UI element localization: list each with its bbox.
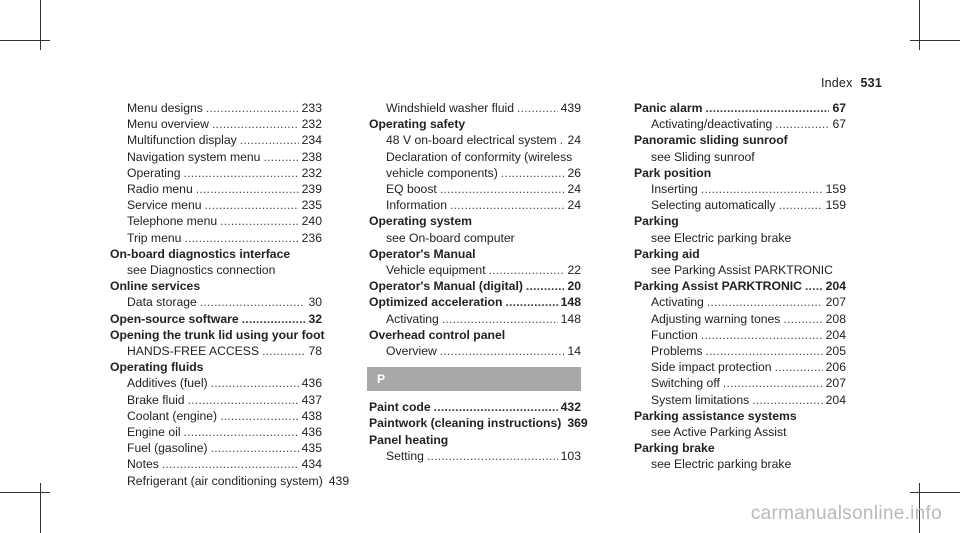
dot-leader bbox=[783, 311, 822, 327]
entry-page-number: 204 bbox=[825, 279, 846, 294]
index-subentry bbox=[369, 132, 581, 148]
index-subentry bbox=[634, 262, 846, 278]
entry-text: Service menu bbox=[127, 198, 202, 213]
index-entry bbox=[110, 246, 322, 262]
index-subentry bbox=[110, 181, 322, 197]
entry-text: Online services bbox=[110, 279, 201, 294]
entry-page-number: 148 bbox=[560, 311, 581, 326]
index-subentry bbox=[369, 230, 581, 246]
entry-page-number: 235 bbox=[301, 198, 322, 213]
crop-mark-top-right-h bbox=[910, 40, 960, 41]
dot-leader bbox=[427, 448, 558, 464]
entry-text: Menu overview bbox=[127, 117, 209, 132]
index-subentry bbox=[110, 165, 322, 181]
dot-leader bbox=[184, 165, 299, 181]
dot-leader bbox=[560, 132, 565, 148]
index-entry bbox=[369, 246, 581, 262]
index-subentry bbox=[634, 327, 846, 343]
entry-text: see Sliding sunroof bbox=[651, 149, 755, 164]
entry-page-number: 234 bbox=[301, 133, 322, 148]
index-column-3 bbox=[634, 100, 846, 473]
page-header bbox=[821, 76, 882, 90]
entry-page-number: 22 bbox=[567, 263, 581, 278]
entry-page-number: 26 bbox=[567, 165, 581, 180]
index-subentry bbox=[369, 149, 581, 165]
index-subentry bbox=[369, 311, 581, 327]
header-label: Index bbox=[820, 76, 853, 90]
entry-text: Problems bbox=[651, 344, 703, 359]
index-subentry bbox=[369, 165, 581, 181]
index-entry bbox=[369, 432, 581, 448]
entry-text: Menu designs bbox=[127, 101, 203, 115]
entry-text: Vehicle equipment bbox=[386, 263, 486, 278]
entry-text: Parking Assist PARKTRONIC bbox=[634, 279, 802, 294]
entry-text: Brake fluid bbox=[127, 392, 185, 407]
entry-text: Additives (fuel) bbox=[127, 376, 208, 391]
entry-text: 48 V on-board electrical system bbox=[386, 133, 557, 148]
index-entry bbox=[369, 399, 581, 415]
entry-page-number: 159 bbox=[825, 198, 846, 213]
entry-text: On-board diagnostics interface bbox=[110, 246, 291, 261]
entry-text: Radio menu bbox=[127, 182, 193, 197]
index-subentry bbox=[110, 149, 322, 165]
crop-mark-bottom-left-h bbox=[0, 492, 50, 493]
index-subentry bbox=[634, 294, 846, 310]
index-subentry bbox=[110, 473, 350, 489]
entry-page-number: 438 bbox=[301, 408, 322, 423]
entry-page-number: 436 bbox=[301, 376, 322, 391]
dot-leader bbox=[705, 343, 822, 359]
index-entry bbox=[110, 311, 322, 327]
entry-text: Engine oil bbox=[127, 425, 181, 440]
index-entry bbox=[369, 116, 581, 132]
entry-page-number: 148 bbox=[560, 295, 581, 310]
index-entry bbox=[110, 359, 322, 375]
index-subentry bbox=[634, 392, 846, 408]
index-entry bbox=[369, 294, 581, 310]
index-subentry bbox=[110, 100, 322, 116]
entry-page-number: 78 bbox=[308, 344, 322, 359]
entry-text: Telephone menu bbox=[127, 214, 218, 229]
index-entry bbox=[369, 278, 581, 294]
entry-page-number: 439 bbox=[560, 101, 581, 115]
entry-text: Multifunction display bbox=[127, 133, 237, 148]
index-subentry bbox=[634, 311, 846, 327]
entry-text: Parking aid bbox=[634, 246, 700, 261]
dot-leader bbox=[489, 262, 565, 278]
dot-leader bbox=[440, 181, 565, 197]
entry-text: Operating safety bbox=[369, 117, 466, 132]
entry-text: Activating bbox=[651, 295, 704, 310]
dot-leader bbox=[262, 343, 305, 359]
entry-page-number: 432 bbox=[560, 400, 581, 415]
dot-leader bbox=[707, 294, 823, 310]
crop-mark-bottom-right-h bbox=[910, 492, 960, 493]
entry-text: Side impact protection bbox=[651, 360, 772, 375]
dot-leader bbox=[526, 278, 565, 294]
crop-mark-top-right-v bbox=[919, 0, 920, 50]
crop-mark-bottom-left-v bbox=[40, 483, 41, 533]
entry-page-number: 232 bbox=[301, 117, 322, 132]
crop-mark-top-left-h bbox=[0, 40, 50, 41]
entry-text: Declaration of conformity (wireless bbox=[386, 149, 573, 164]
entry-page-number: 239 bbox=[301, 182, 322, 197]
dot-leader bbox=[505, 294, 557, 310]
dot-leader bbox=[805, 278, 823, 294]
dot-leader bbox=[775, 359, 823, 375]
entry-page-number: 434 bbox=[301, 457, 322, 472]
index-entry bbox=[369, 327, 581, 343]
dot-leader bbox=[779, 197, 823, 213]
index-subentry bbox=[110, 408, 322, 424]
index-entry bbox=[634, 132, 846, 148]
dot-leader bbox=[775, 116, 829, 132]
index-subentry bbox=[110, 132, 322, 148]
entry-page-number: 14 bbox=[567, 344, 581, 359]
entry-text: Operating fluids bbox=[110, 360, 204, 375]
index-subentry bbox=[634, 230, 846, 246]
entry-text: Operator's Manual bbox=[369, 246, 476, 261]
index-subentry bbox=[110, 116, 322, 132]
entry-text: Inserting bbox=[651, 182, 698, 197]
entry-text: Paintwork (cleaning instructions) bbox=[369, 416, 562, 431]
index-subentry bbox=[110, 294, 322, 310]
index-subentry bbox=[110, 456, 322, 472]
index-subentry bbox=[110, 197, 322, 213]
dot-leader bbox=[184, 424, 299, 440]
entry-text: Overhead control panel bbox=[369, 327, 506, 342]
entry-text: Switching off bbox=[651, 376, 720, 391]
dot-leader bbox=[701, 327, 823, 343]
dot-leader bbox=[220, 408, 299, 424]
dot-leader bbox=[212, 116, 299, 132]
dot-leader bbox=[211, 440, 299, 456]
entry-text: Setting bbox=[386, 448, 424, 463]
index-subentry bbox=[634, 181, 846, 197]
index-subentry bbox=[634, 116, 846, 132]
entry-text: Information bbox=[386, 198, 447, 213]
entry-page-number: 159 bbox=[825, 182, 846, 197]
entry-text: Parking brake bbox=[634, 441, 715, 456]
entry-page-number: 206 bbox=[825, 360, 846, 375]
index-entry bbox=[369, 213, 581, 229]
index-subentry bbox=[634, 359, 846, 375]
entry-text: Activating bbox=[386, 311, 439, 326]
entry-text: Fuel (gasoline) bbox=[127, 441, 208, 456]
dot-leader bbox=[162, 456, 299, 472]
entry-page-number: 103 bbox=[560, 448, 581, 463]
index-entry bbox=[634, 213, 846, 229]
dot-leader bbox=[723, 375, 823, 391]
entry-text: HANDS-FREE ACCESS bbox=[127, 344, 260, 359]
dot-leader bbox=[440, 343, 565, 359]
entry-text: see Parking Assist PARKTRONIC bbox=[651, 263, 833, 278]
index-entry bbox=[369, 415, 588, 431]
entry-text: Navigation system menu bbox=[127, 149, 261, 164]
index-column-1 bbox=[110, 100, 350, 489]
index-column-2 bbox=[369, 100, 588, 464]
entry-text: Parking bbox=[634, 214, 679, 229]
index-subentry bbox=[369, 181, 581, 197]
entry-text: see Electric parking brake bbox=[651, 230, 792, 245]
index-entry bbox=[634, 278, 846, 294]
entry-text: Adjusting warning tones bbox=[651, 311, 781, 326]
entry-page-number: 67 bbox=[832, 117, 846, 132]
entry-page-number: 30 bbox=[308, 295, 322, 310]
entry-text: Optimized acceleration bbox=[369, 295, 503, 310]
entry-page-number: 32 bbox=[308, 311, 322, 326]
entry-page-number: 238 bbox=[301, 149, 322, 164]
entry-page-number: 24 bbox=[567, 133, 581, 148]
entry-text: see Electric parking brake bbox=[651, 457, 792, 472]
entry-text: Overview bbox=[386, 344, 437, 359]
entry-page-number: 24 bbox=[567, 198, 581, 213]
index-subentry bbox=[634, 456, 846, 472]
index-entry bbox=[634, 246, 846, 262]
entry-text: Refrigerant (air conditioning system) bbox=[127, 473, 323, 488]
entry-page-number: 436 bbox=[301, 425, 322, 440]
dot-leader bbox=[263, 149, 298, 165]
entry-page-number: 232 bbox=[301, 165, 322, 180]
entry-page-number: 204 bbox=[825, 392, 846, 407]
index-subentry bbox=[110, 440, 322, 456]
index-entry bbox=[110, 327, 325, 343]
entry-page-number: 67 bbox=[832, 101, 846, 115]
entry-text: Park position bbox=[634, 165, 712, 180]
entry-page-number: 24 bbox=[567, 182, 581, 197]
entry-text: Data storage bbox=[127, 295, 197, 310]
index-subentry bbox=[634, 424, 846, 440]
entry-page-number: 240 bbox=[301, 214, 322, 229]
entry-page-number: 207 bbox=[825, 376, 846, 391]
index-subentry bbox=[110, 424, 322, 440]
dot-leader bbox=[184, 230, 298, 246]
entry-page-number: 207 bbox=[825, 295, 846, 310]
entry-text: Coolant (engine) bbox=[127, 408, 218, 423]
crop-mark-top-left-v bbox=[40, 0, 41, 50]
dot-leader bbox=[450, 197, 564, 213]
entry-page-number: 233 bbox=[301, 101, 322, 115]
dot-leader bbox=[434, 399, 558, 415]
dot-leader bbox=[211, 375, 299, 391]
entry-page-number: 208 bbox=[825, 311, 846, 326]
entry-text: see On-board computer bbox=[386, 230, 515, 245]
index-subentry bbox=[110, 213, 322, 229]
entry-page-number: 439 bbox=[328, 473, 350, 488]
index-subentry bbox=[110, 262, 322, 278]
dot-leader bbox=[501, 165, 565, 181]
entry-text: Function bbox=[651, 327, 698, 342]
section-letter-band: P bbox=[367, 367, 581, 391]
entry-text: vehicle components) bbox=[386, 165, 498, 180]
entry-text: Trip menu bbox=[127, 230, 182, 245]
index-entry bbox=[634, 440, 846, 456]
entry-text: Operating system bbox=[369, 214, 472, 229]
entry-text: Panel heating bbox=[369, 432, 449, 447]
entry-page-number: 236 bbox=[301, 230, 322, 245]
entry-page-number: 437 bbox=[301, 392, 322, 407]
index-entry bbox=[634, 408, 846, 424]
index-subentry bbox=[634, 197, 846, 213]
index-entry bbox=[634, 165, 846, 181]
page-number: 531 bbox=[860, 76, 882, 90]
entry-text: Activating/deactivating bbox=[651, 117, 773, 132]
index-subentry bbox=[634, 375, 846, 391]
entry-text: Windshield washer fluid bbox=[386, 101, 515, 115]
entry-text: Opening the trunk lid using your foot bbox=[110, 327, 325, 342]
index-subentry bbox=[634, 343, 846, 359]
entry-text: Notes bbox=[127, 457, 159, 472]
entry-text: Parking assistance systems bbox=[634, 408, 797, 423]
entry-text: Open-source software bbox=[110, 311, 239, 326]
index-subentry bbox=[369, 100, 581, 116]
dot-leader bbox=[442, 311, 558, 327]
entry-text: Selecting automatically bbox=[651, 198, 776, 213]
index-subentry bbox=[110, 343, 322, 359]
entry-text: Operator's Manual (digital) bbox=[369, 279, 523, 294]
entry-text: Panic alarm bbox=[634, 101, 703, 115]
entry-text: Panoramic sliding sunroof bbox=[634, 133, 788, 148]
dot-leader bbox=[220, 213, 299, 229]
dot-leader bbox=[517, 100, 558, 116]
dot-leader bbox=[242, 311, 306, 327]
dot-leader bbox=[701, 181, 823, 197]
entry-page-number: 204 bbox=[825, 327, 846, 342]
entry-text: System limitations bbox=[651, 392, 750, 407]
index-subentry bbox=[634, 149, 846, 165]
entry-page-number: 205 bbox=[825, 344, 846, 359]
entry-page-number: 20 bbox=[567, 279, 581, 294]
entry-text: see Diagnostics connection bbox=[127, 263, 276, 278]
entry-text: Paint code bbox=[369, 400, 431, 415]
entry-page-number: 369 bbox=[567, 416, 588, 431]
index-entry bbox=[110, 278, 322, 294]
dot-leader bbox=[205, 197, 299, 213]
dot-leader bbox=[200, 294, 306, 310]
entry-text: Operating bbox=[127, 165, 181, 180]
index-entry bbox=[634, 100, 846, 116]
watermark: carmanualsonline.info bbox=[750, 503, 942, 524]
index-subentry bbox=[110, 392, 322, 408]
index-subentry bbox=[110, 230, 322, 246]
dot-leader bbox=[752, 392, 822, 408]
dot-leader bbox=[206, 100, 299, 116]
index-subentry bbox=[369, 197, 581, 213]
index-subentry bbox=[369, 343, 581, 359]
index-subentry bbox=[369, 448, 581, 464]
entry-text: EQ boost bbox=[386, 182, 437, 197]
dot-leader bbox=[196, 181, 299, 197]
entry-page-number: 435 bbox=[301, 441, 322, 456]
dot-leader bbox=[240, 132, 299, 148]
index-subentry bbox=[369, 262, 581, 278]
entry-text: see Active Parking Assist bbox=[651, 425, 787, 440]
dot-leader bbox=[188, 392, 299, 408]
dot-leader bbox=[705, 100, 829, 116]
index-subentry bbox=[110, 375, 322, 391]
